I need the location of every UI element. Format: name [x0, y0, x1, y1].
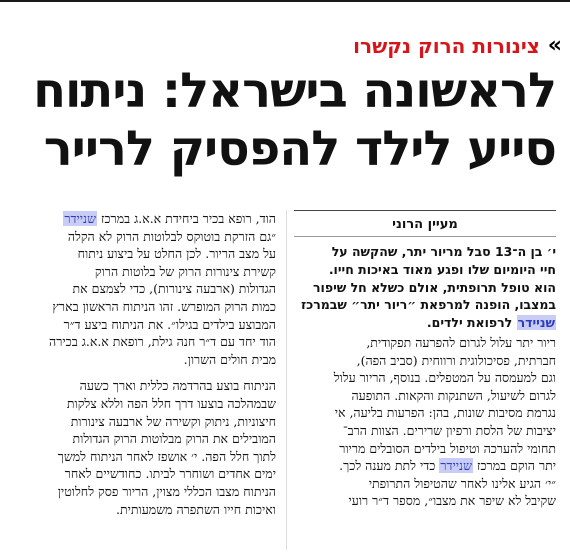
text-line: י׳ בן ה־13 סבל מריור יתר, שהקשה על [331, 244, 556, 259]
column-separator [286, 210, 287, 550]
highlighted-term: שניידר [64, 211, 96, 226]
body-paragraph [14, 210, 276, 368]
double-chevron-icon: » [547, 33, 556, 58]
text-line: המובילים את הרוק מבלוטות הרוק הגדולות [72, 431, 276, 447]
text-line: הוד יחד עם ד״ר חנה גילת, רופאת א.א.ג בכירה [49, 334, 276, 350]
headline-line: סייע לילד להפסיק לרייר [43, 121, 556, 177]
text-line: כמות הרוק המופרש. זהו הניתוח הראשון בארץ [52, 298, 276, 314]
text-line: ימים אחדים ושוחרר לביתו. כחודשיים לאחר [64, 466, 276, 482]
text-line: וגם למעמסה על המטפלים. בנוסף, הריור עלול [333, 370, 556, 386]
text-line: במצבו, הופנה למרפאת ״ריור יתר״ שבמרכז [301, 297, 556, 313]
divider [294, 236, 556, 237]
text-line: המבוצע בילדים בגילו״. את הניתוח ביצע ד״ר [63, 316, 276, 332]
text-line: ״גם הזרקת בוטוקס לבלוטות הרוק לא הקלה [67, 228, 276, 244]
text-line: יתר הוקם במרכז שניידר כדי לתת מענה לכך. [339, 458, 556, 474]
text-line: נגרמת מסיבות שונות, בהן: הפרעות בליעה, אי [334, 405, 556, 421]
text-line: חיצוניות, ניתוק וקשירה של ארבעה צינורות [70, 413, 276, 429]
text-line: שבמהלכה בוצעו דרך חלל הפה וללא צלקות [66, 395, 276, 411]
text-line: ואיכות חייו השתפרה משמעותית. [116, 501, 276, 517]
text-line: לגרום לשיעול, השתנקות והקאות. התופעה [351, 387, 556, 403]
body-paragraph [294, 334, 556, 510]
text-line: ריור יתר עלול לגרום להפרעה תפקודית, [366, 334, 556, 350]
highlighted-term: שניידר [440, 458, 472, 474]
text-line: לתוך חלל הפה. י׳ אושפז לאחר הניתוח למשך [57, 448, 276, 464]
text-line: על מצב הריור. לכן החלט על ביצוע ניתוח [77, 246, 276, 262]
text-line: הניתוח מצבו הכללי מצוין, הריור פסק לחלוטין [57, 483, 276, 499]
text-line: חיי היומיום שלו ופגע מאוד באיכות חייו. [328, 261, 556, 277]
byline: מעיין הרוני [392, 217, 458, 232]
text-line: יציבות של הלסת ורפיון שרירים. הצוות הרב־ [342, 422, 556, 438]
text-line: ״י׳ הגיע אלינו לאחר שהטיפול התרופתי [368, 475, 556, 491]
left-column [14, 210, 276, 518]
top-rule [0, 0, 570, 2]
body-paragraph [14, 377, 276, 518]
paragraph-gap [14, 368, 276, 377]
text-line: חברתית, פסיכולוגית ורווחית (סביב הפה), [356, 352, 556, 368]
right-column [294, 210, 556, 510]
highlighted-term: שניידר [517, 315, 555, 331]
text-line: מבית חולים השרון. [183, 351, 276, 367]
headline-line: לראשונה בישראל: ניתוח [33, 63, 556, 119]
text-line: תחומי להערכה וטיפול בילדים הסובלים מריור [339, 440, 556, 456]
text-line: הוד, רופא בכיר ביחידת א.א.ג במרכז שניידר [64, 211, 276, 226]
lead-paragraph [294, 243, 556, 332]
text-line: שניידר לרפואת ילדים. [426, 315, 555, 331]
text-line: הניתוח בוצע בהרדמה כללית וארך כשעה [79, 378, 276, 394]
section-kicker [353, 34, 556, 58]
headline [16, 62, 556, 178]
kicker-text: צינורות הרוק נקשרו [353, 34, 540, 58]
text-line: הגדולות (ארבעה צינורות), כדי לצמצם את [72, 281, 276, 297]
text-line: קשירת צינורות הרוק של בלוטות הרוק [94, 263, 276, 279]
text-line: הוא טופל תרופתית, אולם כשלא חל שיפור [313, 279, 556, 295]
text-line: שקיבל לא שיפר את מצבו״, מספר ד״ר רועי [348, 493, 556, 509]
